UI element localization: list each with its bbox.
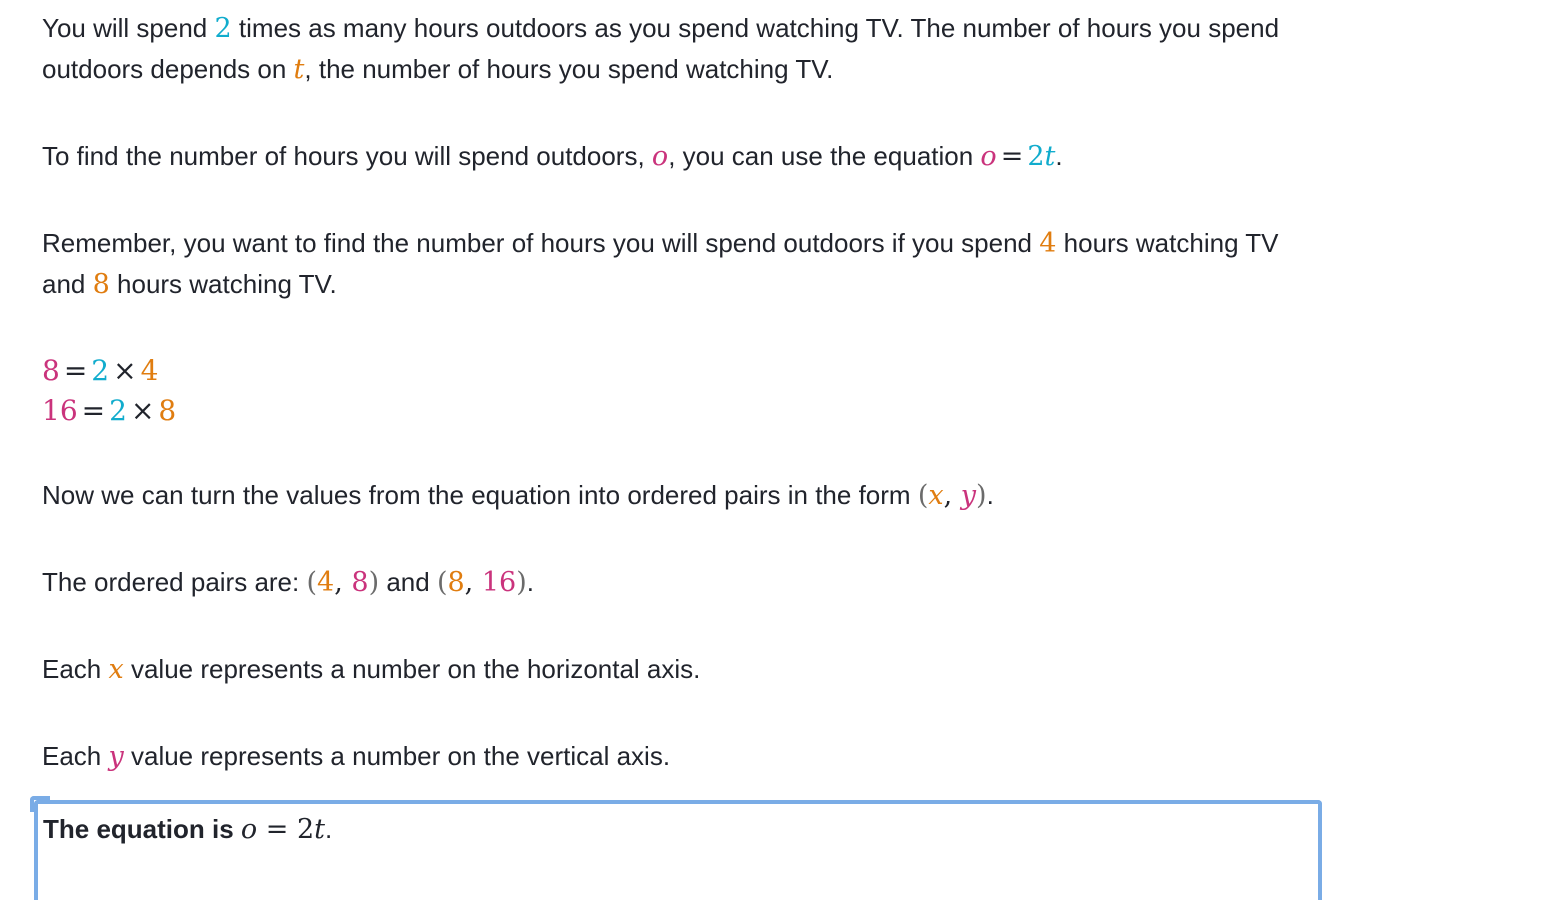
answer-t: t — [314, 814, 326, 845]
computation-block — [42, 351, 1302, 431]
computation-line — [42, 391, 1302, 431]
answer-period: . — [325, 814, 333, 844]
pair2-x: 8 — [447, 567, 465, 598]
text-segment: times as many hours outdoors as you spend watching TV. The number of hours you spend outdoors depends on — [42, 13, 1280, 84]
times-sign: × — [130, 394, 155, 427]
hours-four: 4 — [1039, 228, 1057, 259]
text-segment: hours watching TV and — [42, 228, 1279, 299]
multiplier-value: 2 — [214, 13, 232, 44]
paren-close: ) — [976, 480, 987, 511]
text-segment: value represents a number on the vertical axis. — [123, 741, 671, 771]
variable-y: y — [960, 480, 977, 511]
text-segment: The ordered pairs are: — [42, 567, 307, 597]
text-segment: . — [526, 567, 534, 597]
paren-close: ) — [516, 567, 527, 598]
text-segment: value represents a number on the horizontal axis. — [123, 654, 701, 684]
hours-eight: 8 — [92, 269, 110, 300]
result-value: 16 — [42, 394, 78, 427]
equation-equals: = — [1000, 141, 1024, 172]
factor-value: 2 — [91, 354, 110, 387]
paren-close: ) — [368, 567, 380, 598]
times-sign: × — [113, 354, 137, 387]
answer-o: o — [240, 814, 258, 845]
paren-open: ( — [306, 567, 318, 598]
y-axis-paragraph — [42, 736, 1302, 777]
text-segment: . — [1055, 141, 1063, 171]
equation-t: t — [1044, 141, 1056, 172]
answer-equals: = — [257, 814, 297, 845]
pair1-x: 4 — [317, 567, 335, 598]
hint-content — [42, 8, 1302, 823]
variable-x: x — [108, 654, 124, 685]
text-segment: , the number of hours you spend watching TV. — [304, 54, 834, 84]
equation-two: 2 — [1027, 141, 1045, 172]
text-segment: Each — [42, 741, 109, 771]
comma: , — [334, 567, 352, 598]
text-segment: Each — [42, 654, 109, 684]
input-value: 8 — [158, 394, 177, 427]
text-segment: To find the number of hours you will spend outdoors, — [42, 141, 652, 171]
text-segment: Remember, you want to find the number of hours you will spend outdoors if you spend — [42, 228, 1040, 258]
text-segment: . — [986, 480, 994, 510]
comma: , — [943, 480, 961, 511]
pair2-y: 16 — [481, 567, 517, 598]
factor-value: 2 — [109, 394, 127, 427]
equals-sign: = — [63, 354, 88, 387]
paren-open: ( — [917, 480, 929, 511]
pair1-y: 8 — [351, 567, 369, 598]
text-segment: , you can use the equation — [668, 141, 981, 171]
text-segment: You will spend — [42, 13, 215, 43]
equation-o: o — [980, 141, 997, 172]
text-segment: and — [379, 567, 437, 597]
variable-t: t — [293, 54, 305, 85]
ordered-pairs-paragraph — [42, 562, 1302, 603]
ordered-pairs-intro — [42, 475, 1302, 516]
answer-statement — [43, 809, 332, 850]
text-segment: hours watching TV. — [109, 269, 337, 299]
input-value: 4 — [140, 354, 159, 387]
equals-sign: = — [81, 394, 106, 427]
equation-paragraph — [42, 136, 1302, 177]
variable-x: x — [928, 480, 944, 511]
paren-open: ( — [436, 567, 448, 598]
computation-line — [42, 351, 1302, 391]
result-value: 8 — [42, 354, 60, 387]
text-segment: Now we can turn the values from the equation into ordered pairs in the form — [42, 480, 918, 510]
remember-paragraph — [42, 223, 1302, 305]
comma: , — [464, 567, 482, 598]
x-axis-paragraph — [42, 649, 1302, 690]
variable-y: y — [108, 741, 124, 772]
answer-two: 2 — [296, 814, 315, 845]
variable-o: o — [651, 141, 669, 172]
answer-label: The equation is — [43, 814, 241, 844]
intro-paragraph — [42, 8, 1302, 90]
